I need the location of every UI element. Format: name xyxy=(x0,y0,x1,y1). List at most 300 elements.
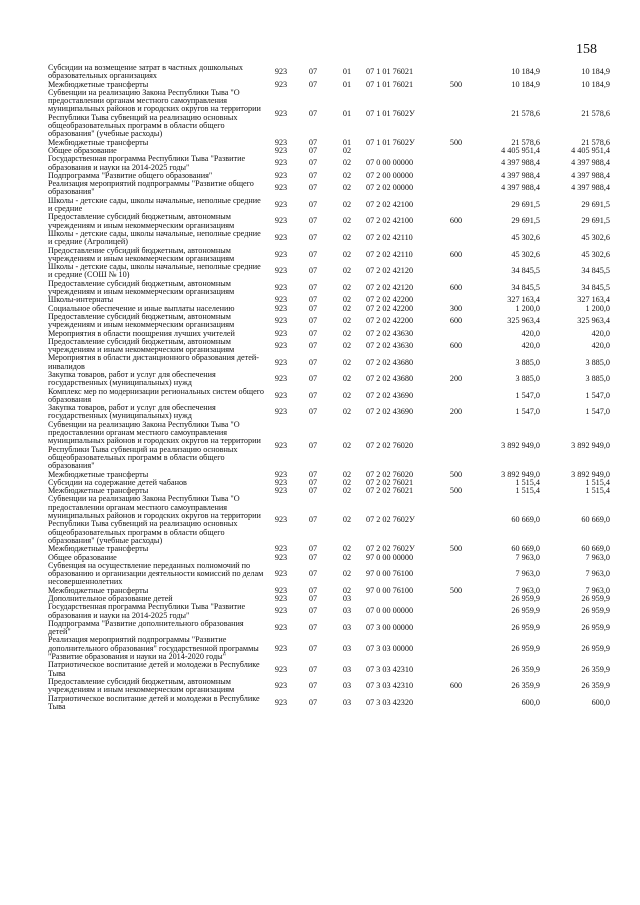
amount-1: 327 163,4 xyxy=(507,295,540,305)
ministry-code: 923 xyxy=(274,216,288,226)
section-code: 07 xyxy=(308,664,318,674)
subsection-code: 02 xyxy=(342,477,352,487)
section-code: 07 xyxy=(308,469,318,479)
expense-type-code xyxy=(436,388,476,405)
subsection-code: 02 xyxy=(342,374,352,384)
expense-type-code: 600 xyxy=(449,316,463,326)
expense-type-code: 600 xyxy=(449,681,463,691)
table-row xyxy=(48,197,610,214)
amount-2: 600,0 xyxy=(591,697,610,707)
subsection-code: 01 xyxy=(342,108,352,118)
target-article-code: 07 2 02 76020 xyxy=(366,440,414,450)
expense-type-code xyxy=(436,172,476,180)
amount-2: 34 845,5 xyxy=(581,282,610,292)
row-name: Закупка товаров, работ и услуг для обеспечения государственных (муниципальных) нужд xyxy=(48,369,216,388)
ministry-code: 923 xyxy=(274,357,288,367)
subsection-code: 02 xyxy=(342,316,352,326)
amount-1: 60 669,0 xyxy=(511,515,540,525)
ministry-code: 923 xyxy=(274,606,288,616)
expense-type-code xyxy=(436,620,476,637)
section-code: 07 xyxy=(308,515,318,525)
target-article-code: 97 0 00 76100 xyxy=(366,569,414,579)
amount-1: 1 515,4 xyxy=(515,486,540,496)
ministry-code: 923 xyxy=(274,544,288,554)
subsection-code: 02 xyxy=(342,569,352,579)
row-name: Субвенции на реализацию Закона Республики Тыва "О предоставлении органам местного самоуправления муниципальных районов и городских округов на территории Республики Тыва субвенций на реализацию основных общеобразовательных программ в области общего образования" xyxy=(48,419,261,471)
row-name: Межбюджетные трансферты xyxy=(48,79,149,89)
amount-2: 26 959,9 xyxy=(581,623,610,633)
section-code: 07 xyxy=(308,486,318,496)
row-name: Межбюджетные трансферты xyxy=(48,585,149,595)
amount-1: 10 184,9 xyxy=(511,67,540,77)
amount-2: 4 397 988,4 xyxy=(571,170,610,180)
amount-2: 1 200,0 xyxy=(585,303,610,313)
subsection-code: 02 xyxy=(342,440,352,450)
target-article-code: 07 2 02 42100 xyxy=(366,216,414,226)
subsection-code: 01 xyxy=(342,137,352,147)
amount-2: 3 892 949,0 xyxy=(571,440,610,450)
amount-1: 4 405 951,4 xyxy=(501,145,540,155)
expense-type-code: 500 xyxy=(449,137,463,147)
row-name: Патриотическое воспитание детей и молодежи в Республике Тыва xyxy=(48,693,260,711)
target-article-code: 07 2 02 42110 xyxy=(366,249,413,259)
expense-type-code xyxy=(436,230,476,247)
row-name: Реализация мероприятий подпрограммы "Развитие общего образования" xyxy=(48,179,254,197)
table-row xyxy=(48,678,610,695)
table-row xyxy=(48,495,610,545)
row-name: Межбюджетные трансферты xyxy=(48,137,149,147)
amount-1: 4 397 988,4 xyxy=(501,170,540,180)
table-row xyxy=(48,64,610,81)
section-code: 07 xyxy=(308,108,318,118)
row-name: Межбюджетные трансферты xyxy=(48,469,149,479)
target-article-code: 07 1 01 76021 xyxy=(366,79,414,89)
row-name: Закупка товаров, работ и услуг для обеспечения государственных (муниципальных) нужд xyxy=(48,403,216,421)
target-article-code: 07 2 02 7602У xyxy=(366,544,415,554)
amount-2: 7 963,0 xyxy=(585,569,610,579)
row-name: Школы - детские сады, школы начальные, неполные средние и средние xyxy=(48,195,261,214)
ministry-code: 923 xyxy=(274,183,288,193)
row-name: Предоставление субсидий бюджетным, автономным учреждениям и иным некоммерческим организациям xyxy=(48,676,235,695)
row-name: Школы-интернаты xyxy=(48,295,114,305)
subsection-code: 02 xyxy=(342,552,352,562)
section-code: 07 xyxy=(308,606,318,616)
row-name: Субвенции на реализацию Закона Республики Тыва "О предоставлении органам местного самоуправления муниципальных районов и городских округов на территории Республики Тыва субвенций на реализацию основных общеобразовательных программ в области общего образования" (учебные расходы) xyxy=(48,87,261,139)
subsection-code: 02 xyxy=(342,469,352,479)
table-row xyxy=(48,247,610,264)
ministry-code: 923 xyxy=(274,407,288,417)
subsection-code: 02 xyxy=(342,145,352,155)
amount-2: 1 515,4 xyxy=(585,477,610,487)
target-article-code: 97 0 00 00000 xyxy=(366,552,414,562)
row-name: Мероприятия в области поощрения лучших учителей xyxy=(48,328,235,338)
subsection-code: 02 xyxy=(342,266,352,276)
row-name: Межбюджетные трансферты xyxy=(48,486,149,496)
section-code: 07 xyxy=(308,170,318,180)
target-article-code: 07 2 02 43690 xyxy=(366,390,414,400)
target-article-code: 07 2 02 43680 xyxy=(366,374,414,384)
amount-2: 1 547,0 xyxy=(585,390,610,400)
table-row xyxy=(48,371,610,388)
ministry-code: 923 xyxy=(274,295,288,305)
target-article-code: 07 2 02 42120 xyxy=(366,282,414,292)
amount-2: 3 892 949,0 xyxy=(571,469,610,479)
table-row xyxy=(48,661,610,678)
ministry-code: 923 xyxy=(274,170,288,180)
amount-2: 26 959,9 xyxy=(581,594,610,603)
amount-1: 420,0 xyxy=(521,340,540,350)
amount-2: 4 405 951,4 xyxy=(571,145,610,155)
section-code: 07 xyxy=(308,295,318,305)
amount-1: 3 885,0 xyxy=(515,374,540,384)
amount-1: 21 578,6 xyxy=(511,108,540,118)
table-row xyxy=(48,620,610,637)
amount-2: 10 184,9 xyxy=(581,79,610,89)
amount-2: 21 578,6 xyxy=(581,108,610,118)
row-name: Мероприятия в области дистанционного образования детей-инвалидов xyxy=(48,353,259,371)
expense-type-code xyxy=(436,695,476,712)
subsection-code: 02 xyxy=(342,233,352,243)
expense-type-code xyxy=(436,661,476,678)
amount-2: 60 669,0 xyxy=(581,515,610,525)
target-article-code: 07 3 03 42320 xyxy=(366,697,414,707)
ministry-code: 923 xyxy=(274,303,288,313)
subsection-code: 02 xyxy=(342,249,352,259)
ministry-code: 923 xyxy=(274,643,288,653)
amount-1: 7 963,0 xyxy=(515,569,540,579)
target-article-code: 07 3 03 00000 xyxy=(366,643,414,653)
ministry-code: 923 xyxy=(274,282,288,292)
table-row xyxy=(48,636,610,661)
amount-2: 45 302,6 xyxy=(581,249,610,259)
subsection-code: 03 xyxy=(342,606,352,616)
table-row xyxy=(48,338,610,355)
section-code: 07 xyxy=(308,585,318,595)
section-code: 07 xyxy=(308,145,318,155)
section-code: 07 xyxy=(308,183,318,193)
target-article-code: 07 1 01 7602У xyxy=(366,108,415,118)
budget-table xyxy=(48,64,610,711)
amount-1: 1 547,0 xyxy=(515,407,540,417)
section-code: 07 xyxy=(308,158,318,168)
ministry-code: 923 xyxy=(274,249,288,259)
target-article-code: 07 2 02 42110 xyxy=(366,233,413,243)
amount-2: 3 885,0 xyxy=(585,357,610,367)
target-article-code: 07 2 02 42120 xyxy=(366,266,414,276)
page-number: 158 xyxy=(576,42,597,57)
subsection-code: 02 xyxy=(342,216,352,226)
amount-1: 420,0 xyxy=(521,328,540,338)
table-row xyxy=(48,89,610,139)
section-code: 07 xyxy=(308,440,318,450)
ministry-code: 923 xyxy=(274,681,288,691)
table-row xyxy=(48,404,610,421)
section-code: 07 xyxy=(308,623,318,633)
section-code: 07 xyxy=(308,340,318,350)
amount-1: 1 515,4 xyxy=(515,477,540,487)
amount-1: 1 547,0 xyxy=(515,390,540,400)
subsection-code: 02 xyxy=(342,357,352,367)
section-code: 07 xyxy=(308,374,318,384)
amount-2: 21 578,6 xyxy=(581,137,610,147)
subsection-code: 02 xyxy=(342,544,352,554)
amount-2: 29 691,5 xyxy=(581,216,610,226)
target-article-code: 07 2 02 76021 xyxy=(366,477,414,487)
target-article-code: 07 2 02 00000 xyxy=(366,183,414,193)
amount-1: 29 691,5 xyxy=(511,216,540,226)
table-row xyxy=(48,421,610,471)
target-article-code: 07 2 02 43630 xyxy=(366,328,414,338)
row-name: Субвенция на осуществление переданных полномочий по образованию и организации деятельности комиссий по делам несовершеннолетних xyxy=(48,560,264,587)
amount-2: 7 963,0 xyxy=(585,552,610,562)
subsection-code: 03 xyxy=(342,643,352,653)
row-name: Предоставление субсидий бюджетным, автономным учреждениям и иным некоммерческим организациям xyxy=(48,278,235,297)
amount-2: 327 163,4 xyxy=(577,295,610,305)
target-article-code: 07 2 02 43690 xyxy=(366,407,414,417)
ministry-code: 923 xyxy=(274,137,288,147)
target-article-code: 07 2 02 43630 xyxy=(366,340,414,350)
table-row xyxy=(48,562,610,587)
row-name: Общее образование xyxy=(48,552,117,562)
amount-1: 7 963,0 xyxy=(515,585,540,595)
ministry-code: 923 xyxy=(274,328,288,338)
amount-1: 26 959,9 xyxy=(511,643,540,653)
ministry-code: 923 xyxy=(274,79,288,89)
target-article-code: 07 2 02 42200 xyxy=(366,316,414,326)
amount-1: 45 302,6 xyxy=(511,249,540,259)
amount-2: 3 885,0 xyxy=(585,374,610,384)
subsection-code: 03 xyxy=(342,623,352,633)
target-article-code: 07 3 03 42310 xyxy=(366,664,414,674)
row-name: Государственная программа Республики Тыва "Развитие образования и науки на 2014-2025 годы" xyxy=(48,154,246,172)
amount-2: 45 302,6 xyxy=(581,233,610,243)
subsection-code: 03 xyxy=(342,681,352,691)
subsection-code: 02 xyxy=(342,486,352,496)
amount-2: 4 397 988,4 xyxy=(571,158,610,168)
expense-type-code xyxy=(436,354,476,371)
amount-1: 60 669,0 xyxy=(511,544,540,554)
subsection-code: 02 xyxy=(342,515,352,525)
target-article-code: 07 2 00 00000 xyxy=(366,170,414,180)
expense-type-code xyxy=(436,562,476,587)
ministry-code: 923 xyxy=(274,477,288,487)
amount-2: 4 397 988,4 xyxy=(571,183,610,193)
expense-type-code xyxy=(436,155,476,172)
amount-2: 10 184,9 xyxy=(581,67,610,77)
amount-1: 26 959,9 xyxy=(511,606,540,616)
target-article-code: 07 2 02 76020 xyxy=(366,469,414,479)
amount-1: 600,0 xyxy=(521,697,540,707)
table-row xyxy=(48,280,610,297)
row-name: Патриотическое воспитание детей и молодежи в Республике Тыва xyxy=(48,660,260,678)
expense-type-code xyxy=(436,89,476,139)
ministry-code: 923 xyxy=(274,233,288,243)
ministry-code: 923 xyxy=(274,552,288,562)
target-article-code: 07 1 01 76021 xyxy=(366,67,414,77)
section-code: 07 xyxy=(308,249,318,259)
ministry-code: 923 xyxy=(274,145,288,155)
subsection-code: 02 xyxy=(342,328,352,338)
expense-type-code: 600 xyxy=(449,249,463,259)
subsection-code: 02 xyxy=(342,170,352,180)
table-row xyxy=(48,230,610,247)
subsection-code: 02 xyxy=(342,282,352,292)
amount-2: 1 547,0 xyxy=(585,407,610,417)
ministry-code: 923 xyxy=(274,469,288,479)
expense-type-code: 600 xyxy=(449,282,463,292)
amount-2: 420,0 xyxy=(591,340,610,350)
ministry-code: 923 xyxy=(274,515,288,525)
amount-1: 3 885,0 xyxy=(515,357,540,367)
expense-type-code: 500 xyxy=(449,79,463,89)
expense-type-code xyxy=(436,197,476,214)
amount-2: 26 959,9 xyxy=(581,606,610,616)
row-name: Предоставление субсидий бюджетным, автономным учреждениям и иным некоммерческим организациям xyxy=(48,245,235,263)
expense-type-code: 300 xyxy=(449,303,463,313)
expense-type-code: 200 xyxy=(449,374,463,384)
target-article-code: 07 2 02 42200 xyxy=(366,295,414,305)
amount-1: 45 302,6 xyxy=(511,233,540,243)
target-article-code: 07 1 01 7602У xyxy=(366,137,415,147)
expense-type-code xyxy=(436,495,476,545)
subsection-code: 03 xyxy=(342,664,352,674)
amount-1: 26 359,9 xyxy=(511,681,540,691)
row-name: Предоставление субсидий бюджетным, автономным учреждениям и иным некоммерческим организациям xyxy=(48,336,235,355)
amount-1: 34 845,5 xyxy=(511,282,540,292)
ministry-code: 923 xyxy=(274,569,288,579)
amount-1: 26 359,9 xyxy=(511,664,540,674)
row-name: Школы - детские сады, школы начальные, неполные средние и средние (СОШ № 10) xyxy=(48,262,261,280)
amount-2: 325 963,4 xyxy=(577,316,610,326)
target-article-code xyxy=(364,595,436,603)
subsection-code: 03 xyxy=(342,697,352,707)
ministry-code: 923 xyxy=(274,390,288,400)
amount-2: 34 845,5 xyxy=(581,266,610,276)
ministry-code: 923 xyxy=(274,623,288,633)
ministry-code: 923 xyxy=(274,585,288,595)
ministry-code: 923 xyxy=(274,664,288,674)
amount-1: 3 892 949,0 xyxy=(501,469,540,479)
target-article-code: 07 0 00 00000 xyxy=(366,158,414,168)
section-code: 07 xyxy=(308,594,318,603)
row-name: Субсидии на возмещение затрат в частных дошкольных образовательных организациях xyxy=(48,63,243,81)
amount-1: 29 691,5 xyxy=(511,199,540,209)
target-article-code: 07 3 03 42310 xyxy=(366,681,414,691)
section-code: 07 xyxy=(308,544,318,554)
expense-type-code: 600 xyxy=(449,216,463,226)
expense-type-code xyxy=(436,180,476,197)
subsection-code: 02 xyxy=(342,183,352,193)
amount-1: 325 963,4 xyxy=(507,316,540,326)
table-row xyxy=(48,354,610,371)
amount-2: 29 691,5 xyxy=(581,199,610,209)
amount-1: 26 959,9 xyxy=(511,623,540,633)
target-article-code: 07 0 00 00000 xyxy=(366,606,414,616)
amount-1: 34 845,5 xyxy=(511,266,540,276)
amount-2: 420,0 xyxy=(591,328,610,338)
ministry-code: 923 xyxy=(274,199,288,209)
section-code: 07 xyxy=(308,303,318,313)
expense-type-code xyxy=(436,595,476,603)
expense-type-code xyxy=(436,554,476,562)
ministry-code: 923 xyxy=(274,697,288,707)
section-code: 07 xyxy=(308,357,318,367)
section-code: 07 xyxy=(308,79,318,89)
target-article-code: 07 2 02 42200 xyxy=(366,303,414,313)
section-code: 07 xyxy=(308,328,318,338)
row-name: Комплекс мер по модернизации региональных систем общего образования xyxy=(48,386,264,404)
target-article-code: 07 2 02 43680 xyxy=(366,357,414,367)
row-name: Реализация мероприятий подпрограммы "Развитие дополнительного образования" государственной программы "Развитие образования и науки на 2014-2020 годы" xyxy=(48,635,259,662)
row-name: Государственная программа Республики Тыва "Развитие образования и науки на 2014-2025 годы" xyxy=(48,602,246,620)
subsection-code: 02 xyxy=(342,295,352,305)
section-code: 07 xyxy=(308,552,318,562)
row-name: Субсидии на содержание детей чабанов xyxy=(48,477,187,487)
section-code: 07 xyxy=(308,216,318,226)
row-name: Межбюджетные трансферты xyxy=(48,544,149,554)
row-name: Общее образование xyxy=(48,145,117,155)
row-name: Предоставление субсидий бюджетным, автономным учреждениям и иным некоммерческим организациям xyxy=(48,311,235,330)
ministry-code: 923 xyxy=(274,158,288,168)
row-name: Предоставление субсидий бюджетным, автономным учреждениям и иным некоммерческим организациям xyxy=(48,212,235,230)
ministry-code: 923 xyxy=(274,594,288,603)
section-code: 07 xyxy=(308,477,318,487)
section-code: 07 xyxy=(308,643,318,653)
expense-type-code xyxy=(436,64,476,81)
amount-1: 3 892 949,0 xyxy=(501,440,540,450)
subsection-code: 03 xyxy=(342,594,352,603)
amount-2: 26 359,9 xyxy=(581,664,610,674)
amount-2: 26 359,9 xyxy=(581,681,610,691)
expense-type-code xyxy=(436,330,476,338)
section-code: 07 xyxy=(308,67,318,77)
table-row xyxy=(48,603,610,620)
target-article-code: 07 2 02 7602У xyxy=(366,515,415,525)
expense-type-code xyxy=(436,636,476,661)
subsection-code: 01 xyxy=(342,67,352,77)
ministry-code: 923 xyxy=(274,67,288,77)
amount-1: 21 578,6 xyxy=(511,137,540,147)
amount-1: 7 963,0 xyxy=(515,552,540,562)
amount-1: 26 959,9 xyxy=(511,594,540,603)
section-code: 07 xyxy=(308,233,318,243)
expense-type-code xyxy=(436,147,476,155)
section-code: 07 xyxy=(308,199,318,209)
subsection-code: 02 xyxy=(342,303,352,313)
subsection-code: 02 xyxy=(342,390,352,400)
amount-2: 26 959,9 xyxy=(581,643,610,653)
expense-type-code: 200 xyxy=(449,407,463,417)
ministry-code: 923 xyxy=(274,486,288,496)
table-row xyxy=(48,180,610,197)
table-row xyxy=(48,213,610,230)
expense-type-code: 500 xyxy=(449,486,463,496)
section-code: 07 xyxy=(308,681,318,691)
table-row xyxy=(48,155,610,172)
expense-type-code xyxy=(436,421,476,471)
subsection-code: 02 xyxy=(342,199,352,209)
amount-1: 4 397 988,4 xyxy=(501,158,540,168)
ministry-code: 923 xyxy=(274,340,288,350)
subsection-code: 01 xyxy=(342,79,352,89)
target-article-code: 07 2 02 76021 xyxy=(366,486,414,496)
section-code: 07 xyxy=(308,316,318,326)
ministry-code: 923 xyxy=(274,374,288,384)
expense-type-code: 500 xyxy=(449,544,463,554)
table-row xyxy=(48,313,610,330)
row-name: Субвенции на реализацию Закона Республики Тыва "О предоставлении органам местного самоуправления муниципальных районов и городских округов на территории Республики Тыва субвенций на реализацию основных общеобразовательных программ в области общего образования" (учебные расходы) xyxy=(48,494,261,545)
ministry-code: 923 xyxy=(274,266,288,276)
